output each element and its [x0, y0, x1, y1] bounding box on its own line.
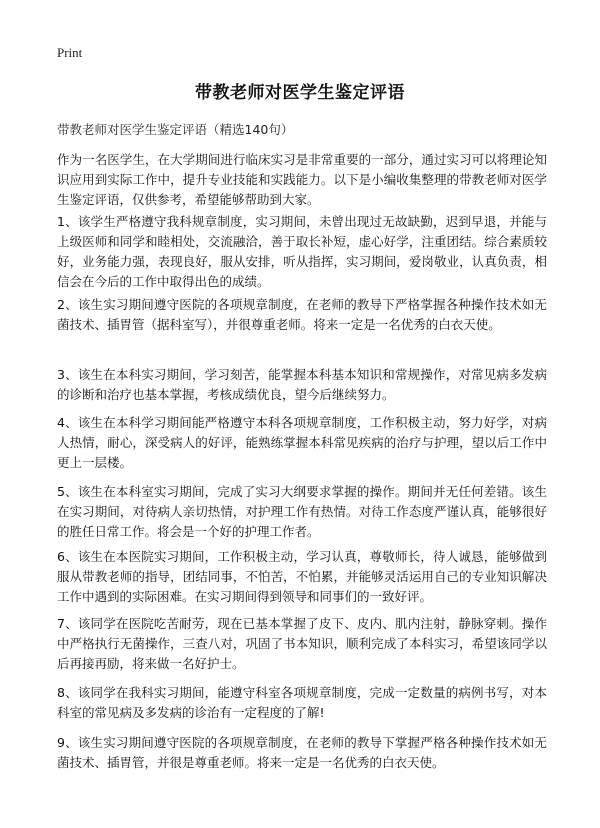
comment-item-2: 2、该生实习期间遵守医院的各项规章制度，在老师的教导下严格掌握各种操作技术如无菌技术、插胃管（据科室写），并很尊重老师。将来一定是一名优秀的白衣天使。	[57, 297, 547, 332]
comment-item-4: 4、该生在本科学习期间能严格遵守本科各项规章制度，工作积极主动，努力好学，对病人热情，耐心，深受病人的好评，能熟练掌握本科常见疾病的治疗与护理，望以后工作中更上一层楼。	[57, 415, 547, 470]
comment-item-9: 9、该生实习期间遵守医院的各项规章制度，在老师的教导下掌握严格各种操作技术如无菌技术、插胃管，并很是尊重老师。将来一定是一名优秀的白衣天使。	[57, 735, 547, 770]
print-link[interactable]: Print	[57, 45, 83, 60]
comment-item-8: 8、该同学在我科实习期间，能遵守科室各项规章制度，完成一定数量的病例书写，对本科室的常见病及多发病的诊治有一定程度的了解!	[57, 685, 547, 720]
comment-item-5: 5、该生在本科室实习期间，完成了实习大纲要求掌握的操作。期间并无任何差错。该生在实习期间，对待病人亲切热情，对护理工作有热情。对待工作态度严谨认真，能够很好的胜任日常工作。将会是一个好的护理工作者。	[57, 484, 547, 539]
page-title: 带教老师对医学生鉴定评语	[195, 83, 405, 103]
subtitle: 带教老师对医学生鉴定评语（精选140句）	[57, 122, 294, 137]
comment-item-1: 1、该学生严格遵守我科规章制度，实习期间，未曾出现过无故缺勤，迟到早退，并能与上级医师和同学和睦相处，交流融洽，善于取长补短，虚心好学，注重团结。综合素质较好，业务能力强，表现良好，服从安排，听从指挥，实习期间，爱岗敬业，认真负责，相信会在今后的工作中取得出色的成绩。	[57, 214, 547, 289]
comment-item-3: 3、该生在本科实习期间，学习刻苦，能掌握本科基本知识和常规操作，对常见病多发病的诊断和治疗也基本掌握，考核成绩优良，望今后继续努力。	[57, 367, 547, 402]
comment-item-6: 6、该生在本医院实习期间，工作积极主动，学习认真，尊敬师长，待人诚恳，能够做到服从带教老师的指导，团结同事，不怕苦，不怕累，并能够灵活运用自己的专业知识解决工作中遇到的实际困难。在实习期间得到领导和同事们的一致好评。	[57, 549, 547, 604]
comment-item-7: 7、该同学在医院吃苦耐劳，现在已基本掌握了皮下、皮内、肌内注射，静脉穿刺。操作中严格执行无菌操作，三查八对，巩固了书本知识，顺利完成了本科实习，希望该同学以后再接再励，将来做一名好护士。	[57, 616, 547, 671]
intro-paragraph: 作为一名医学生，在大学期间进行临床实习是非常重要的一部分，通过实习可以将理论知识应用到实际工作中，提升专业技能和实践能力。以下是小编收集整理的带教老师对医学生鉴定评语，仅供参考，希望能够帮助到大家。	[57, 152, 547, 207]
